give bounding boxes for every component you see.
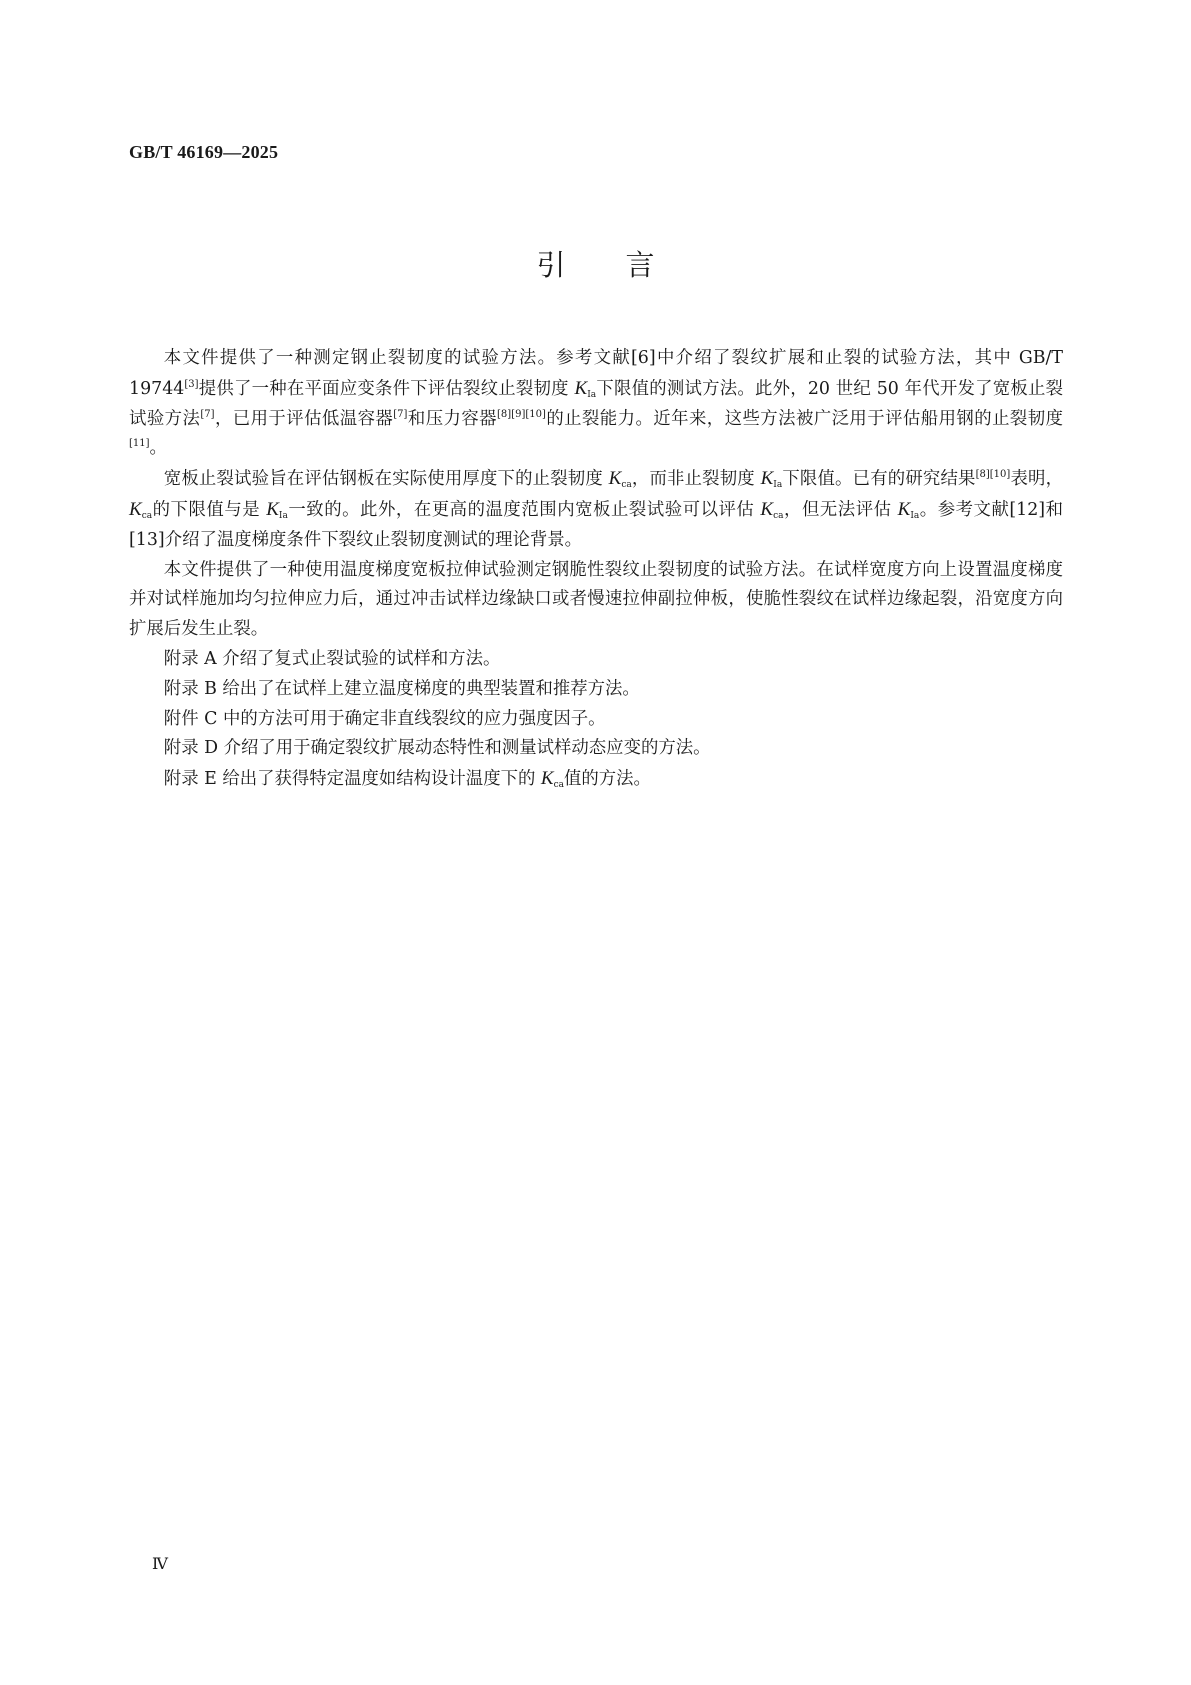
math-subscript: ca: [553, 780, 564, 791]
text-span: 一致的。此外，在更高的温度范围内宽板止裂试验可以评估: [287, 499, 761, 520]
text-span: ，而非止裂韧度: [631, 469, 761, 490]
reference-superscript: [8][10]: [975, 469, 1011, 481]
text-span: 值的方法。: [563, 769, 651, 790]
text-span: 宽板止裂试验旨在评估钢板在实际使用厚度下的止裂韧度: [163, 469, 609, 490]
text-span: 下限值的测试方法。此外，20 世纪 50 年代开发了宽板止裂试验方法: [129, 378, 1063, 429]
paragraph-annex-c: 附件 C 中的方法可用于确定非直线裂纹的应力强度因子。: [163, 708, 606, 729]
text-span: 下限值。已有的研究结果: [782, 469, 976, 490]
paragraph-3: 本文件提供了一种使用温度梯度宽板拉伸试验测定钢脆性裂纹止裂韧度的试验方法。在试样宽度方向上设置温度梯度并对试样施加均匀拉伸应力后，通过冲击试样边缘缺口或者慢速拉伸副拉伸板，使脆性裂纹在试样边缘起裂，沿宽度方向扩展后发生止裂。: [129, 559, 1063, 640]
text-span: 本文件提供了一种测定钢止裂韧度的试验方法。参考文献[6]中介绍了裂纹扩展和止裂的试验方法，其中 GB/T 19744: [129, 348, 1063, 399]
title-char-1: 引: [536, 248, 566, 282]
paragraph-1: [129, 344, 1063, 464]
math-symbol-k: K: [266, 498, 279, 520]
page-title: [0, 243, 1191, 284]
reference-superscript: [7]: [393, 408, 408, 420]
math-symbol-k: K: [540, 768, 554, 790]
text-span: 的止裂能力。近年来，这些方法被广泛用于评估船用钢的止裂韧度: [545, 408, 1063, 429]
math-symbol-k: K: [608, 468, 622, 490]
math-symbol-k: K: [574, 377, 588, 399]
math-symbol-k: K: [129, 498, 142, 520]
math-symbol-k: K: [897, 498, 911, 520]
text-span: 表明，: [1010, 469, 1063, 490]
page-number: Ⅳ: [152, 1556, 168, 1573]
math-subscript: Ia: [587, 389, 597, 400]
text-span: 。参考文献[12]和[13]介绍了温度梯度条件下裂纹止裂韧度测试的理论背景。: [129, 499, 1063, 550]
title-char-2: 言: [625, 248, 655, 282]
text-span: 提供了一种在平面应变条件下评估裂纹止裂韧度: [198, 378, 575, 399]
paragraph-2: [129, 464, 1063, 555]
reference-superscript: [7]: [200, 408, 215, 420]
math-subscript: Ia: [773, 480, 783, 491]
text-span: ，已用于评估低温容器: [214, 408, 394, 429]
math-subscript: ca: [773, 510, 784, 521]
text-span: 的下限值与是: [152, 499, 267, 520]
text-span: 附录 E 给出了获得特定温度如结构设计温度下的: [163, 769, 541, 790]
standard-code-header: GB/T 46169—2025: [129, 142, 279, 162]
math-symbol-k: K: [760, 468, 774, 490]
paragraph-annex-d: 附录 D 介绍了用于确定裂纹扩展动态特性和测量试样动态应变的方法。: [163, 738, 711, 759]
math-subscript: Ia: [910, 510, 920, 521]
text-span: 和压力容器: [407, 408, 498, 429]
reference-superscript: [3]: [184, 378, 199, 390]
reference-superscript: [11]: [129, 438, 150, 450]
paragraph-annex-e: [129, 764, 1063, 795]
introduction-body: [129, 344, 1063, 795]
math-symbol-k: K: [760, 498, 774, 520]
paragraph-annex-b: 附录 B 给出了在试样上建立温度梯度的典型装置和推荐方法。: [163, 678, 640, 699]
math-subscript: ca: [141, 510, 153, 521]
math-subscript: ca: [621, 480, 632, 491]
math-subscript: Ia: [278, 510, 288, 521]
text-span: 。: [149, 438, 167, 459]
reference-superscript: [8][9][10]: [497, 408, 546, 420]
paragraph-annex-a: 附录 A 介绍了复式止裂试验的试样和方法。: [163, 648, 501, 669]
text-span: ，但无法评估: [783, 499, 898, 520]
